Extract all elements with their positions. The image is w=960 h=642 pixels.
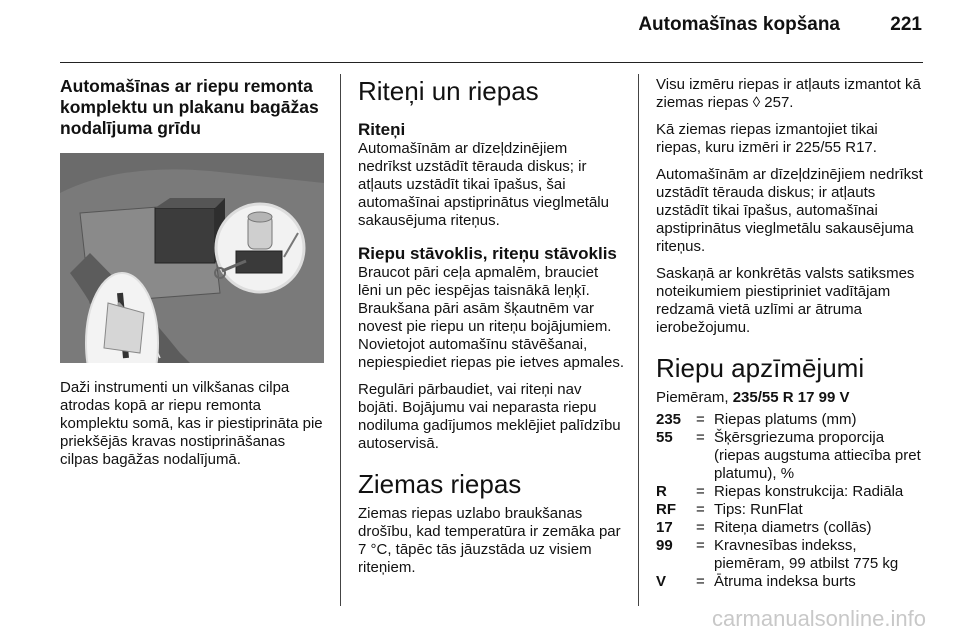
marking-key: RF: [656, 501, 676, 518]
table-row: [656, 519, 924, 537]
example-value: 235/55 R 17 99 V: [732, 389, 850, 406]
marking-key: V: [656, 573, 667, 590]
table-row: [656, 429, 924, 483]
right-column: [656, 76, 924, 591]
marking-value: Riteņa diametrs (collās): [714, 519, 872, 536]
repair-kit-paragraph: Daži instrumenti un vilkšanas cilpa atrodas kopā ar riepu remonta komplektu somā, kas ir piestiprināta pie priekšējās kravas nostiprināšanas cilpas bagāžas nodalījumā.: [60, 379, 323, 468]
equals-sign: =: [696, 537, 705, 554]
heading-tyre-condition: Riepu stāvoklis, riteņu stāvoklis: [358, 244, 617, 263]
tyre-condition-paragraph: Braucot pāri ceļa apmalēm, brauciet lēni un pēc iespējas taisnākā leņķī. Braukšana pāri asām šķautnēm var novest pie riepu un riteņu bojājumiem. Novietojot automašīnu stāvēšanai, nepiespiediet riepas pie ietves apmales.: [358, 264, 624, 371]
marking-value: Šķērsgriezuma proporcija (riepas augstuma attiecība pret platumu), %: [714, 429, 921, 482]
table-row: [656, 483, 924, 501]
equals-sign: =: [696, 573, 705, 590]
check-wheels-paragraph: Regulāri pārbaudiet, vai riteņi nav bojāti. Bojājumu vai neparasta riepu nodiluma gadījumos meklējiet palīdzību autoservisā.: [358, 381, 621, 452]
equals-sign: =: [696, 411, 705, 428]
tyre-marking-table: [656, 411, 924, 591]
equals-sign: =: [696, 483, 705, 500]
equals-sign: =: [696, 501, 705, 518]
left-column: [60, 76, 324, 478]
table-row: [656, 573, 924, 591]
running-header-title: Automašīnas kopšana: [638, 14, 840, 35]
heading-wheels-and-tyres: Riteņi un riepas: [358, 76, 539, 106]
table-row: [656, 411, 924, 429]
marking-key: 55: [656, 429, 673, 446]
column-divider-2: [638, 74, 639, 606]
winter-tyres-paragraph: Ziemas riepas uzlabo braukšanas drošību, kad temperatūra ir zemāka par 7 °C, tāpēc tās jāuzstāda uz visiem riteņiem.: [358, 505, 621, 576]
watermark: carmanualsonline.info: [711, 606, 926, 631]
speed-sticker-paragraph: Saskaņā ar konkrētās valsts satiksmes noteikumiem piestipriniet vadītājam redzamā vietā uzlīmi ar ātruma ierobežojumu.: [656, 265, 915, 336]
marking-key: 17: [656, 519, 673, 536]
marking-value: Riepas konstrukcija: Radiāla: [714, 483, 904, 500]
winter-all-sizes-paragraph: Visu izmēru riepas ir atļauts izmantot kā ziemas riepas ◊ 257.: [656, 76, 921, 111]
equals-sign: =: [696, 519, 705, 536]
equals-sign: =: [696, 429, 705, 446]
marking-key: R: [656, 483, 667, 500]
heading-wheels: Riteņi: [358, 120, 406, 139]
column-divider-1: [340, 74, 341, 606]
table-row: [656, 537, 924, 573]
table-row: [656, 501, 924, 519]
marking-value: Ātruma indeksa burts: [714, 573, 856, 590]
heading-winter-tyres: Ziemas riepas: [358, 469, 522, 499]
marking-value: Tips: RunFlat: [714, 501, 803, 518]
heading-tyre-markings: Riepu apzīmējumi: [656, 353, 865, 383]
tyre-example-line: [656, 389, 924, 407]
winter-size-paragraph: Kā ziemas riepas izmantojiet tikai riepas, kuru izmēri ir 225/55 R17.: [656, 121, 878, 156]
page-number: 221: [890, 14, 922, 35]
marking-key: 99: [656, 537, 673, 554]
header-divider: [60, 62, 923, 63]
trunk-illustration: [60, 153, 324, 363]
marking-value: Riepas platums (mm): [714, 411, 857, 428]
marking-value: Kravnesības indekss, piemēram, 99 atbilst 775 kg: [714, 537, 899, 572]
section-title-repair-kit: Automašīnas ar riepu remonta komplektu un plakanu bagāžas nodalījuma grīdu: [60, 76, 319, 138]
example-label: Piemēram,: [656, 389, 729, 406]
wheels-paragraph: Automašīnām ar dīzeļdzinējiem nedrīkst uzstādīt tērauda diskus; ir atļauts uzstādīt tikai īpašus, šai automašīnai apstiprinātus vieglmetālu sakausējuma riteņus.: [358, 140, 609, 229]
middle-column: [358, 76, 624, 586]
marking-key: 235: [656, 411, 682, 428]
diesel-wheels-paragraph: Automašīnām ar dīzeļdzinējiem nedrīkst uzstādīt tērauda diskus; ir atļauts uzstādīt tikai īpašus, automašīnai apstiprinātus vieglmetālu sakausējuma riteņus.: [656, 166, 923, 255]
